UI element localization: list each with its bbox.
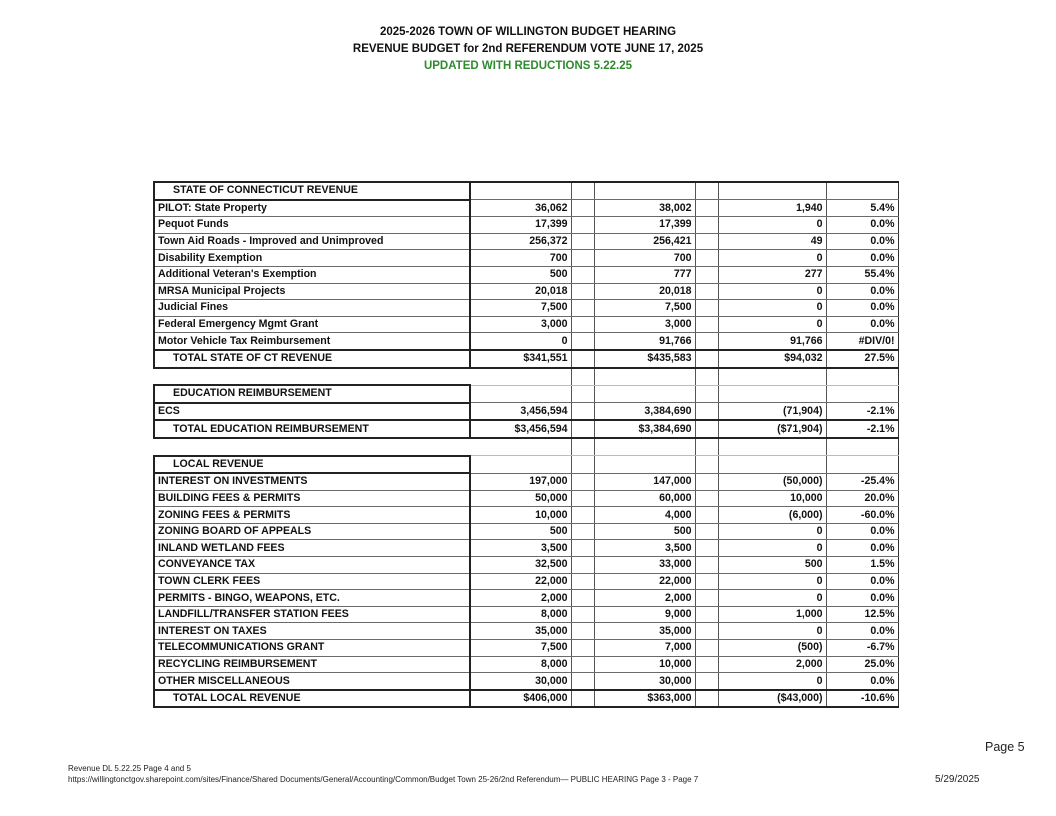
proposed-budget-cell: 7,500	[594, 300, 695, 317]
row-label: Town Aid Roads - Improved and Unimproved	[154, 233, 470, 250]
spacer-cell	[695, 200, 718, 217]
percent-change-cell: 25.0%	[826, 656, 898, 673]
row-label: Federal Emergency Mgmt Grant	[154, 316, 470, 333]
spacer-cell	[695, 316, 718, 333]
prior-budget-cell: 30,000	[470, 673, 571, 690]
change-cell: ($71,904)	[718, 420, 826, 438]
spacer-cell	[571, 473, 594, 490]
proposed-budget-cell: 2,000	[594, 590, 695, 607]
table-row	[154, 316, 898, 333]
change-cell: 0	[718, 673, 826, 690]
empty-cell	[695, 385, 718, 403]
table-row	[154, 266, 898, 283]
row-label: Disability Exemption	[154, 250, 470, 267]
table-row	[154, 217, 898, 234]
prior-budget-cell: 10,000	[470, 507, 571, 524]
row-label: ECS	[154, 403, 470, 421]
row-label: TELECOMMUNICATIONS GRANT	[154, 640, 470, 657]
prior-budget-cell: 197,000	[470, 473, 571, 490]
row-label: Pequot Funds	[154, 217, 470, 234]
proposed-budget-cell: 60,000	[594, 490, 695, 507]
prior-budget-cell: 3,456,594	[470, 403, 571, 421]
header-title: 2025-2026 TOWN OF WILLINGTON BUDGET HEARING	[379, 26, 677, 38]
change-cell: (500)	[718, 640, 826, 657]
spacer-cell	[695, 673, 718, 690]
empty-cell	[695, 182, 718, 200]
change-cell: 0	[718, 316, 826, 333]
proposed-budget-cell: 4,000	[594, 507, 695, 524]
proposed-budget-cell: 17,399	[594, 217, 695, 234]
spacer-cell	[695, 368, 718, 386]
proposed-budget-cell: 9,000	[594, 606, 695, 623]
prior-budget-cell: 36,062	[470, 200, 571, 217]
spacer-cell	[695, 250, 718, 267]
spacer-cell	[594, 438, 695, 456]
spacer-cell	[695, 606, 718, 623]
row-label: INLAND WETLAND FEES	[154, 540, 470, 557]
change-cell: ($43,000)	[718, 690, 826, 708]
row-label: ZONING BOARD OF APPEALS	[154, 523, 470, 540]
proposed-budget-cell: 20,018	[594, 283, 695, 300]
percent-change-cell: #DIV/0!	[826, 333, 898, 350]
row-label: ZONING FEES & PERMITS	[154, 507, 470, 524]
percent-change-cell: 0.0%	[826, 673, 898, 690]
percent-change-cell: 0.0%	[826, 217, 898, 234]
table-row	[154, 523, 898, 540]
table-row	[154, 333, 898, 350]
spacer-cell	[695, 490, 718, 507]
spacer-cell	[571, 403, 594, 421]
prior-budget-cell: 500	[470, 266, 571, 283]
change-cell: 10,000	[718, 490, 826, 507]
proposed-budget-cell: $363,000	[594, 690, 695, 708]
proposed-budget-cell: 500	[594, 523, 695, 540]
table-row	[154, 623, 898, 640]
proposed-budget-cell: 3,500	[594, 540, 695, 557]
percent-change-cell: -2.1%	[826, 403, 898, 421]
section-header-row	[154, 456, 898, 474]
prior-budget-cell: 3,500	[470, 540, 571, 557]
spacer-cell	[718, 438, 826, 456]
change-cell: 1,000	[718, 606, 826, 623]
spacer-cell	[695, 333, 718, 350]
percent-change-cell: 0.0%	[826, 233, 898, 250]
prior-budget-cell: 50,000	[470, 490, 571, 507]
table-row	[154, 656, 898, 673]
percent-change-cell: 12.5%	[826, 606, 898, 623]
change-cell: 0	[718, 523, 826, 540]
proposed-budget-cell: 7,000	[594, 640, 695, 657]
spacer-cell	[571, 368, 594, 386]
prior-budget-cell: $406,000	[470, 690, 571, 708]
row-label: BUILDING FEES & PERMITS	[154, 490, 470, 507]
change-cell: (71,904)	[718, 403, 826, 421]
empty-cell	[718, 456, 826, 474]
spacer-cell	[154, 368, 470, 386]
spacer-cell	[695, 300, 718, 317]
spacer-cell	[695, 507, 718, 524]
prior-budget-cell: $3,456,594	[470, 420, 571, 438]
spacer-cell	[826, 368, 898, 386]
spacer-cell	[695, 473, 718, 490]
document-header	[0, 24, 1056, 75]
empty-cell	[695, 456, 718, 474]
spacer-cell	[571, 557, 594, 574]
empty-cell	[470, 182, 571, 200]
percent-change-cell: -60.0%	[826, 507, 898, 524]
table-row	[154, 473, 898, 490]
section-header-row	[154, 182, 898, 200]
spacer-cell	[695, 403, 718, 421]
revenue-budget-table	[153, 181, 899, 708]
spacer-cell	[695, 573, 718, 590]
spacer-cell	[695, 420, 718, 438]
spacer-cell	[571, 523, 594, 540]
table-row	[154, 606, 898, 623]
spacer-cell	[695, 557, 718, 574]
spacer-row	[154, 438, 898, 456]
percent-change-cell: 20.0%	[826, 490, 898, 507]
empty-cell	[718, 182, 826, 200]
spacer-cell	[826, 438, 898, 456]
change-cell: 0	[718, 250, 826, 267]
row-label: INTEREST ON TAXES	[154, 623, 470, 640]
empty-cell	[594, 182, 695, 200]
spacer-cell	[695, 656, 718, 673]
spacer-cell	[470, 368, 571, 386]
spacer-cell	[571, 300, 594, 317]
empty-cell	[594, 456, 695, 474]
change-cell: 49	[718, 233, 826, 250]
empty-cell	[470, 385, 571, 403]
spacer-cell	[695, 266, 718, 283]
table-row	[154, 540, 898, 557]
total-row	[154, 350, 898, 368]
row-label: INTEREST ON INVESTMENTS	[154, 473, 470, 490]
spacer-cell	[695, 590, 718, 607]
change-cell: 0	[718, 623, 826, 640]
proposed-budget-cell: 35,000	[594, 623, 695, 640]
change-cell: 0	[718, 573, 826, 590]
change-cell: 2,000	[718, 656, 826, 673]
change-cell: 0	[718, 540, 826, 557]
prior-budget-cell: 22,000	[470, 573, 571, 590]
proposed-budget-cell: 30,000	[594, 673, 695, 690]
percent-change-cell: 0.0%	[826, 316, 898, 333]
row-label: TOTAL LOCAL REVENUE	[154, 690, 470, 708]
spacer-cell	[695, 217, 718, 234]
spacer-cell	[695, 438, 718, 456]
row-label: MRSA Municipal Projects	[154, 283, 470, 300]
section-header-row	[154, 385, 898, 403]
percent-change-cell: -25.4%	[826, 473, 898, 490]
spacer-cell	[571, 217, 594, 234]
table-row	[154, 640, 898, 657]
percent-change-cell: -10.6%	[826, 690, 898, 708]
percent-change-cell: 0.0%	[826, 573, 898, 590]
prior-budget-cell: 700	[470, 250, 571, 267]
percent-change-cell: 5.4%	[826, 200, 898, 217]
table-row	[154, 573, 898, 590]
row-label: CONVEYANCE TAX	[154, 557, 470, 574]
spacer-cell	[571, 507, 594, 524]
proposed-budget-cell: 22,000	[594, 573, 695, 590]
change-cell: 0	[718, 283, 826, 300]
change-cell: (50,000)	[718, 473, 826, 490]
footer-path: https://willingtonctgov.sharepoint.com/sites/Finance/Shared Documents/General/Accounting/Common/Budget Town 25-26/2nd Referendum— PUBLIC HEARING Page 3 - Page 7	[68, 775, 699, 784]
empty-cell	[826, 182, 898, 200]
spacer-cell	[695, 283, 718, 300]
change-cell: (6,000)	[718, 507, 826, 524]
section-title: EDUCATION REIMBURSEMENT	[154, 385, 470, 403]
spacer-cell	[695, 523, 718, 540]
spacer-cell	[571, 623, 594, 640]
empty-cell	[571, 385, 594, 403]
spacer-cell	[571, 673, 594, 690]
table-row	[154, 250, 898, 267]
prior-budget-cell: 7,500	[470, 300, 571, 317]
spacer-cell	[695, 690, 718, 708]
row-label: Motor Vehicle Tax Reimbursement	[154, 333, 470, 350]
spacer-cell	[571, 540, 594, 557]
proposed-budget-cell: 700	[594, 250, 695, 267]
prior-budget-cell: 7,500	[470, 640, 571, 657]
empty-cell	[826, 456, 898, 474]
row-label: Additional Veteran's Exemption	[154, 266, 470, 283]
row-label: Judicial Fines	[154, 300, 470, 317]
spacer-cell	[571, 250, 594, 267]
page-number: Page 5	[985, 740, 1025, 754]
row-label: PERMITS - BINGO, WEAPONS, ETC.	[154, 590, 470, 607]
prior-budget-cell: 17,399	[470, 217, 571, 234]
row-label: TOWN CLERK FEES	[154, 573, 470, 590]
table-row	[154, 403, 898, 421]
spacer-cell	[571, 350, 594, 368]
percent-change-cell: 0.0%	[826, 523, 898, 540]
proposed-budget-cell: 777	[594, 266, 695, 283]
prior-budget-cell: 35,000	[470, 623, 571, 640]
spacer-cell	[571, 420, 594, 438]
change-cell: 0	[718, 217, 826, 234]
table-row	[154, 673, 898, 690]
spacer-cell	[154, 438, 470, 456]
spacer-cell	[695, 540, 718, 557]
change-cell: 1,940	[718, 200, 826, 217]
table-row	[154, 557, 898, 574]
percent-change-cell: 1.5%	[826, 557, 898, 574]
spacer-cell	[571, 656, 594, 673]
proposed-budget-cell: 38,002	[594, 200, 695, 217]
change-cell: 0	[718, 300, 826, 317]
empty-cell	[571, 182, 594, 200]
percent-change-cell: 27.5%	[826, 350, 898, 368]
table-row	[154, 283, 898, 300]
proposed-budget-cell: 3,000	[594, 316, 695, 333]
percent-change-cell: 0.0%	[826, 250, 898, 267]
prior-budget-cell: 0	[470, 333, 571, 350]
percent-change-cell: -2.1%	[826, 420, 898, 438]
table-row	[154, 590, 898, 607]
footer-info	[68, 763, 698, 785]
spacer-cell	[571, 573, 594, 590]
empty-cell	[571, 456, 594, 474]
total-row	[154, 690, 898, 708]
prior-budget-cell: 2,000	[470, 590, 571, 607]
spacer-cell	[695, 233, 718, 250]
spacer-cell	[571, 316, 594, 333]
spacer-cell	[695, 350, 718, 368]
spacer-cell	[571, 590, 594, 607]
change-cell: 500	[718, 557, 826, 574]
change-cell: 0	[718, 590, 826, 607]
proposed-budget-cell: $3,384,690	[594, 420, 695, 438]
prior-budget-cell: 20,018	[470, 283, 571, 300]
change-cell: 91,766	[718, 333, 826, 350]
prior-budget-cell: 256,372	[470, 233, 571, 250]
prior-budget-cell: 500	[470, 523, 571, 540]
table-row	[154, 300, 898, 317]
spacer-cell	[571, 690, 594, 708]
prior-budget-cell: 8,000	[470, 656, 571, 673]
row-label: LANDFILL/TRANSFER STATION FEES	[154, 606, 470, 623]
spacer-cell	[571, 200, 594, 217]
table-row	[154, 233, 898, 250]
row-label: PILOT: State Property	[154, 200, 470, 217]
spacer-cell	[571, 266, 594, 283]
prior-budget-cell: 8,000	[470, 606, 571, 623]
table-row	[154, 490, 898, 507]
section-title: LOCAL REVENUE	[154, 456, 470, 474]
percent-change-cell: -6.7%	[826, 640, 898, 657]
proposed-budget-cell: $435,583	[594, 350, 695, 368]
footer-file-ref: Revenue DL 5.22.25 Page 4 and 5	[68, 764, 191, 773]
header-update-note: UPDATED WITH REDUCTIONS 5.22.25	[423, 60, 633, 72]
proposed-budget-cell: 10,000	[594, 656, 695, 673]
percent-change-cell: 0.0%	[826, 283, 898, 300]
change-cell: 277	[718, 266, 826, 283]
prior-budget-cell: $341,551	[470, 350, 571, 368]
empty-cell	[594, 385, 695, 403]
section-title: STATE OF CONNECTICUT REVENUE	[154, 182, 470, 200]
total-row	[154, 420, 898, 438]
proposed-budget-cell: 33,000	[594, 557, 695, 574]
proposed-budget-cell: 91,766	[594, 333, 695, 350]
percent-change-cell: 0.0%	[826, 540, 898, 557]
spacer-cell	[695, 640, 718, 657]
table-row	[154, 200, 898, 217]
empty-cell	[470, 456, 571, 474]
prior-budget-cell: 32,500	[470, 557, 571, 574]
header-subtitle: REVENUE BUDGET for 2nd REFERENDUM VOTE JUNE 17, 2025	[352, 43, 704, 55]
footer-date: 5/29/2025	[935, 774, 980, 785]
percent-change-cell: 0.0%	[826, 300, 898, 317]
percent-change-cell: 0.0%	[826, 590, 898, 607]
spacer-cell	[571, 283, 594, 300]
spacer-cell	[571, 490, 594, 507]
spacer-cell	[571, 233, 594, 250]
spacer-cell	[594, 368, 695, 386]
spacer-cell	[695, 623, 718, 640]
row-label: RECYCLING REIMBURSEMENT	[154, 656, 470, 673]
empty-cell	[718, 385, 826, 403]
row-label: TOTAL EDUCATION REIMBURSEMENT	[154, 420, 470, 438]
spacer-cell	[571, 606, 594, 623]
spacer-cell	[571, 438, 594, 456]
proposed-budget-cell: 147,000	[594, 473, 695, 490]
row-label: TOTAL STATE OF CT REVENUE	[154, 350, 470, 368]
row-label: OTHER MISCELLANEOUS	[154, 673, 470, 690]
spacer-cell	[470, 438, 571, 456]
spacer-cell	[571, 333, 594, 350]
proposed-budget-cell: 256,421	[594, 233, 695, 250]
empty-cell	[826, 385, 898, 403]
percent-change-cell: 0.0%	[826, 623, 898, 640]
spacer-cell	[571, 640, 594, 657]
change-cell: $94,032	[718, 350, 826, 368]
prior-budget-cell: 3,000	[470, 316, 571, 333]
percent-change-cell: 55.4%	[826, 266, 898, 283]
spacer-cell	[718, 368, 826, 386]
table-row	[154, 507, 898, 524]
proposed-budget-cell: 3,384,690	[594, 403, 695, 421]
spacer-row	[154, 368, 898, 386]
